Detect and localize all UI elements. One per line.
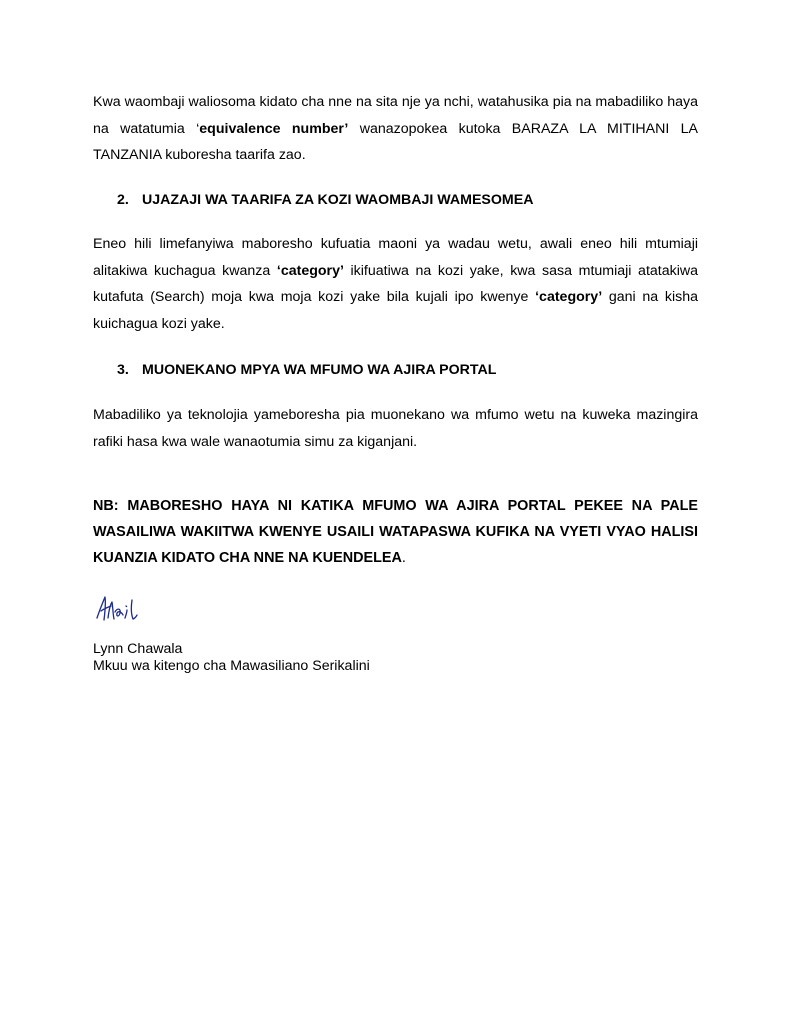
paragraph2-text-end: gani na kisha kuichagua kozi yake. xyxy=(93,289,699,332)
handwritten-signature xyxy=(93,594,141,624)
signatory-name: Lynn Chawala xyxy=(93,641,183,657)
paragraph-technology-changes: Mabadiliko ya teknolojia yameboresha pia muonekano wa mfumo wetu na kuweka mazingira rafiki hasa kwa wale wanaotumia simu za kiganjani. xyxy=(93,407,698,450)
section-number: 3. xyxy=(117,362,129,378)
paragraph2-text-start: Eneo hili limefanyiwa maboresho kufuatia maoni ya wadau wetu, awali eneo hili mtumiaji alitakiwa kuchagua kwanza xyxy=(93,236,698,279)
section-title: MUONEKANO MPYA WA MFUMO WA AJIRA PORTAL xyxy=(142,362,497,378)
section-heading-course-information xyxy=(117,192,533,208)
nb-note-period: . xyxy=(401,550,406,566)
section-number: 2. xyxy=(117,192,129,208)
signatory-title: Mkuu wa kitengo cha Mawasiliano Serikalini xyxy=(93,657,370,674)
paragraph-course-search xyxy=(93,231,698,337)
paragraph1-text-start: Kwa waombaji waliosoma kidato cha nne na sita nje ya nchi, watahusika pia na mabadiliko haya na watatumia ‘ xyxy=(93,94,698,137)
category-term: ‘category’ xyxy=(535,289,603,305)
section-title: UJAZAJI WA TAARIFA ZA KOZI WAOMBAJI WAMESOMEA xyxy=(142,192,534,208)
signature-block xyxy=(93,641,370,674)
paragraph-equivalence-number xyxy=(93,89,698,169)
section-heading-new-portal-look xyxy=(117,362,496,378)
category-term: ‘category’ xyxy=(276,262,344,279)
equivalence-number-term: equivalence number’ xyxy=(199,120,349,137)
paragraph1-text-end: wanazopokea kutoka BARAZA LA MITIHANI LA TANZANIA kuboresha taarifa zao. xyxy=(93,120,698,163)
nb-note xyxy=(93,493,698,571)
paragraph2-text-middle: ikifuatiwa na kozi yake, kwa sasa mtumiaji atatakiwa kutafuta (Search) moja kwa moja kozi yake bila kujali ipo kwenye xyxy=(93,262,698,305)
nb-note-text: NB: MABORESHO HAYA NI KATIKA MFUMO WA AJIRA PORTAL PEKEE NA PALE WASAILIWA WAKIITWA KWENYE USAILI WATAPASWA KUFIKA NA VYETI VYAO HALISI KUANZIA KIDATO CHA NNE NA KUENDELEA xyxy=(93,498,698,566)
